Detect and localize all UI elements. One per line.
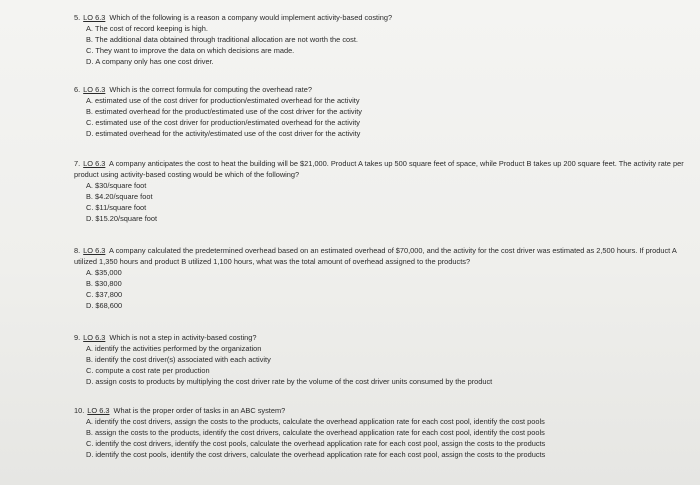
option-letter: B. — [86, 355, 93, 364]
question-number: 10. — [74, 406, 85, 415]
option-text: assign costs to products by multiplying the cost driver rate by the volume of the cost driver units consumed by the product — [95, 377, 493, 386]
learning-objective-link[interactable]: LO 6.3 — [83, 246, 106, 255]
option-letter: D. — [86, 377, 94, 386]
question-stem — [74, 245, 690, 267]
option-letter: C. — [86, 366, 94, 375]
answer-option-a — [86, 180, 690, 191]
answer-option-b — [86, 427, 690, 438]
option-text: The additional data obtained through traditional allocation are not worth the cost. — [94, 35, 358, 44]
question-text: A company calculated the predetermined overhead based on an estimated overhead of $70,000, and the activity for the cost driver was estimated as 2,500 hours. If product A utilized 1,350 hours and product B utilized 1,100 hours, what was the total amount of overhead assigned to the products? — [74, 246, 677, 266]
answer-option-b — [86, 191, 690, 202]
answer-option-d — [86, 128, 690, 139]
question-number: 9. — [74, 333, 81, 342]
answer-options — [74, 267, 690, 311]
option-text: $15.20/square foot — [95, 214, 158, 223]
option-letter: C. — [86, 439, 94, 448]
option-text: $35,000 — [94, 268, 122, 277]
question-stem — [74, 405, 690, 416]
option-text: $4.20/square foot — [94, 192, 153, 201]
answer-option-d — [86, 300, 690, 311]
option-text: A company only has one cost driver. — [95, 57, 214, 66]
answer-option-d — [86, 56, 690, 67]
question-stem — [74, 84, 690, 95]
option-letter: A. — [86, 417, 93, 426]
question-text: Which is the correct formula for computing the overhead rate? — [109, 85, 312, 94]
question-6 — [74, 84, 690, 139]
option-letter: D. — [86, 57, 94, 66]
question-5 — [74, 12, 690, 67]
option-letter: A. — [86, 96, 93, 105]
learning-objective-link[interactable]: LO 6.3 — [87, 406, 110, 415]
learning-objective-link[interactable]: LO 6.3 — [83, 333, 106, 342]
learning-objective-link[interactable]: LO 6.3 — [83, 85, 106, 94]
option-letter: B. — [86, 107, 93, 116]
answer-option-b — [86, 354, 690, 365]
question-text: What is the proper order of tasks in an ABC system? — [113, 406, 286, 415]
option-text: $68,600 — [95, 301, 123, 310]
answer-options — [74, 95, 690, 139]
question-number: 8. — [74, 246, 81, 255]
answer-option-d — [86, 376, 690, 387]
option-text: identify the cost drivers, assign the costs to the products, calculate the overhead application rate for each cost pool, identify the cost pools — [94, 417, 545, 426]
option-text: $11/square foot — [95, 203, 147, 212]
question-7 — [74, 158, 690, 224]
answer-option-c — [86, 117, 690, 128]
option-letter: D. — [86, 450, 94, 459]
option-letter: B. — [86, 35, 93, 44]
answer-option-a — [86, 23, 690, 34]
answer-option-c — [86, 289, 690, 300]
option-letter: A. — [86, 268, 93, 277]
option-letter: C. — [86, 203, 94, 212]
answer-option-a — [86, 416, 690, 427]
option-text: identify the cost pools, identify the cost drivers, calculate the overhead application rate for each cost pool, assign the costs to the products — [95, 450, 546, 459]
answer-options — [74, 23, 690, 67]
answer-option-b — [86, 106, 690, 117]
option-text: They want to improve the data on which decisions are made. — [95, 46, 295, 55]
option-letter: A. — [86, 344, 93, 353]
option-letter: B. — [86, 428, 93, 437]
option-text: $37,800 — [95, 290, 123, 299]
answer-option-a — [86, 267, 690, 278]
question-text: Which of the following is a reason a company would implement activity-based costing? — [109, 13, 393, 22]
question-stem — [74, 332, 690, 343]
option-text: estimated overhead for the activity/estimated use of the cost driver for the activity — [95, 129, 361, 138]
option-text: identify the cost driver(s) associated with each activity — [94, 355, 271, 364]
question-number: 6. — [74, 85, 81, 94]
option-letter: C. — [86, 118, 94, 127]
question-stem — [74, 158, 690, 180]
answer-options — [74, 180, 690, 224]
option-text: estimated use of the cost driver for production/estimated overhead for the activity — [94, 96, 360, 105]
question-number: 7. — [74, 159, 81, 168]
option-text: identify the cost drivers, identify the cost pools, calculate the overhead application rate for each cost pool, assign the costs to the products — [95, 439, 546, 448]
question-text: Which is not a step in activity-based costing? — [109, 333, 257, 342]
question-9 — [74, 332, 690, 387]
question-10 — [74, 405, 690, 460]
option-letter: B. — [86, 192, 93, 201]
option-letter: D. — [86, 129, 94, 138]
option-letter: D. — [86, 214, 94, 223]
question-number: 5. — [74, 13, 81, 22]
option-letter: C. — [86, 290, 94, 299]
answer-option-c — [86, 365, 690, 376]
option-letter: B. — [86, 279, 93, 288]
option-text: estimated use of the cost driver for production/estimated overhead for the activity — [95, 118, 360, 127]
answer-option-a — [86, 343, 690, 354]
answer-option-d — [86, 449, 690, 460]
question-text: A company anticipates the cost to heat the building will be $21,000. Product A takes up 500 square feet of space, while Product B takes up 200 square feet. The activity rate per product using activity-based costing would be which of the following? — [74, 159, 684, 179]
option-letter: A. — [86, 24, 93, 33]
answer-option-b — [86, 34, 690, 45]
option-text: estimated overhead for the product/estimated use of the cost driver for the activity — [94, 107, 363, 116]
option-text: identify the activities performed by the organization — [94, 344, 262, 353]
learning-objective-link[interactable]: LO 6.3 — [83, 13, 106, 22]
answer-option-b — [86, 278, 690, 289]
option-text: $30,800 — [94, 279, 122, 288]
answer-option-c — [86, 438, 690, 449]
answer-option-c — [86, 45, 690, 56]
answer-option-a — [86, 95, 690, 106]
answer-option-c — [86, 202, 690, 213]
answer-options — [74, 343, 690, 387]
option-letter: A. — [86, 181, 93, 190]
option-letter: C. — [86, 46, 94, 55]
learning-objective-link[interactable]: LO 6.3 — [83, 159, 106, 168]
answer-option-d — [86, 213, 690, 224]
option-text: assign the costs to the products, identify the cost drivers, calculate the overhead application rate for each cost pool, identify the cost pools — [94, 428, 545, 437]
question-stem — [74, 12, 690, 23]
answer-options — [74, 416, 690, 460]
option-text: $30/square foot — [94, 181, 147, 190]
option-text: compute a cost rate per production — [95, 366, 210, 375]
option-letter: D. — [86, 301, 94, 310]
option-text: The cost of record keeping is high. — [94, 24, 208, 33]
question-8 — [74, 245, 690, 311]
